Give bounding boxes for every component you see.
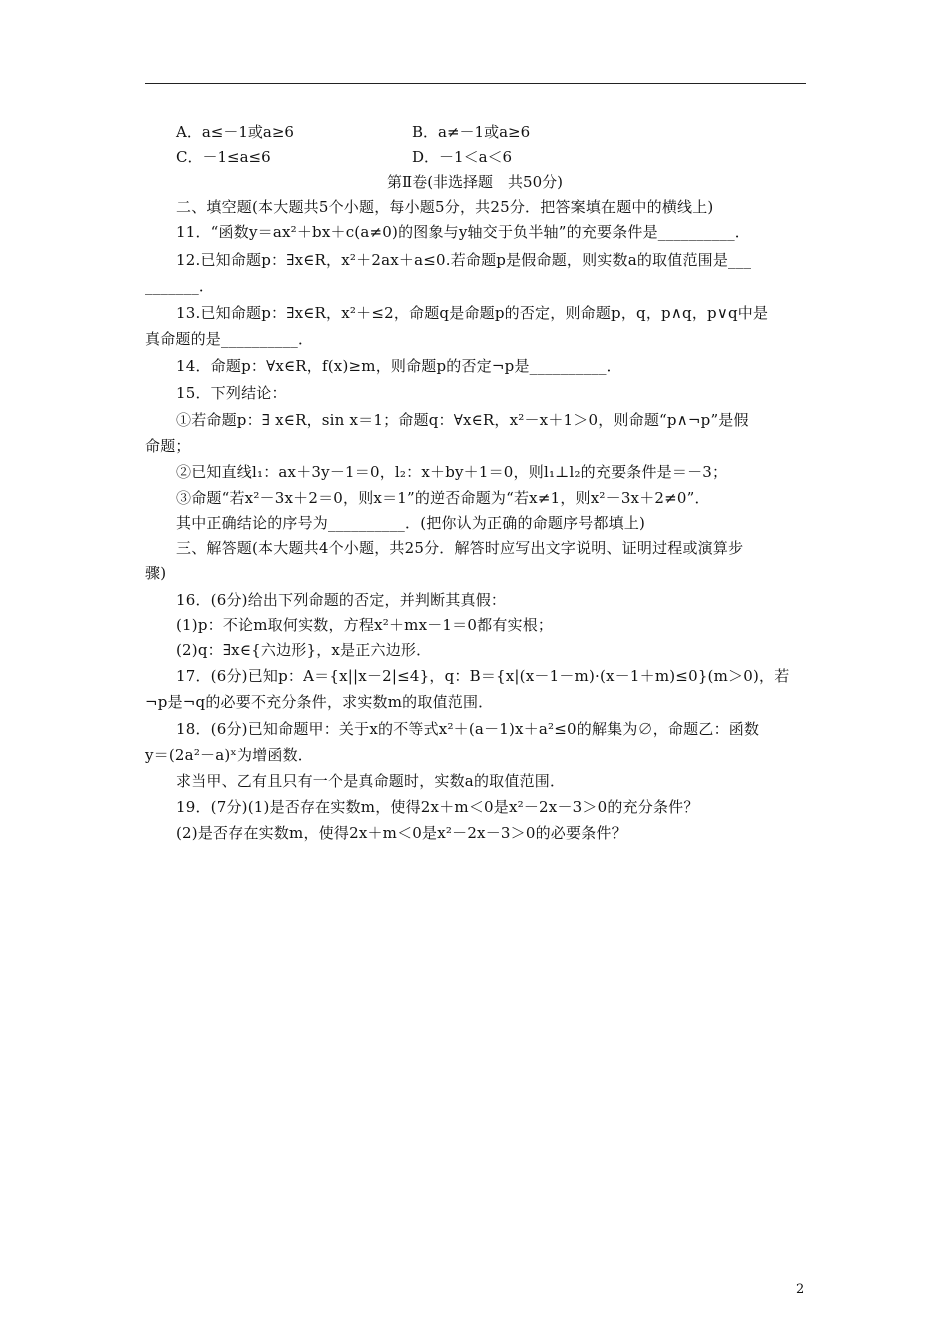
option-c: C．－1≤a≤6: [176, 148, 271, 166]
question-15: 15．下列结论：: [176, 384, 287, 402]
question-12-line-1: 12.已知命题p：∃x∈R，x²＋2ax＋a≤0.若命题p是假命题，则实数a的取值范围是___: [176, 251, 752, 269]
part-3-header-line-1: 三、解答题(本大题共4个小题，共25分．解答时应写出文字说明、证明过程或演算步: [176, 539, 744, 557]
question-15-item-1-line-1: ①若命题p：∃ x∈R，sin x＝1；命题q：∀x∈R，x²－x＋1＞0，则命题“p∧¬p”是假: [176, 411, 749, 429]
question-16-part-1: (1)p：不论m取何实数，方程x²＋mx－1＝0都有实根；: [176, 616, 554, 634]
option-b: B．a≠－1或a≥6: [412, 123, 531, 141]
question-19-part-2: (2)是否存在实数m，使得2x＋m＜0是x²－2x－3＞0的必要条件？: [176, 824, 627, 842]
part-2-header: 二、填空题(本大题共5个小题，每小题5分，共25分．把答案填在题中的横线上): [176, 198, 714, 216]
page-number: 2: [796, 1282, 805, 1297]
question-13-line-1: 13.已知命题p：∃x∈R，x²＋≤2，命题q是命题p的否定，则命题p，q，p∧q，p∨q中是: [176, 304, 769, 322]
option-a: A．a≤－1或a≥6: [176, 123, 294, 141]
question-15-conclusion: 其中正确结论的序号为__________．(把你认为正确的命题序号都填上): [176, 514, 646, 532]
question-14: 14．命题p：∀x∈R，f(x)≥m，则命题p的否定¬p是__________．: [176, 357, 622, 375]
question-18-line-1: 18．(6分)已知命题甲：关于x的不等式x²＋(a－1)x＋a²≤0的解集为∅，命题乙：函数: [176, 720, 760, 738]
question-15-item-3: ③命题“若x²－3x＋2＝0，则x＝1”的逆否命题为“若x≠1，则x²－3x＋2≠0”．: [176, 489, 710, 507]
question-15-item-2: ②已知直线l₁：ax＋3y－1＝0，l₂：x＋by＋1＝0，则l₁⊥l₂的充要条件是＝－3；: [176, 463, 728, 481]
question-17-line-1: 17．(6分)已知p：A＝{x||x－2|≤4}，q：B＝{x|(x－1－m)·(x－1＋m)≤0}(m＞0)，若: [176, 667, 790, 685]
question-18-line-3: 求当甲、乙有且只有一个是真命题时，实数a的取值范围．: [176, 772, 566, 790]
question-11: 11．“函数y＝ax²＋bx＋c(a≠0)的图象与y轴交于负半轴”的充要条件是__________．: [176, 223, 751, 241]
question-18-line-2: y＝(2a²－a)ˣ为增函数．: [145, 746, 313, 764]
part-3-header-line-2: 骤): [145, 564, 167, 582]
question-17-line-2: ¬p是¬q的必要不充分条件，求实数m的取值范围．: [145, 693, 494, 711]
question-19-part-1: 19．(7分)(1)是否存在实数m，使得2x＋m＜0是x²－2x－3＞0的充分条件？: [176, 798, 699, 816]
question-16-part-2: (2)q：∃x∈{六边形}，x是正六边形．: [176, 641, 432, 659]
section-2-title: 第Ⅱ卷(非选择题 共50分): [387, 173, 563, 191]
question-15-item-1-line-2: 命题；: [145, 437, 191, 455]
question-12-line-2: _______．: [145, 277, 215, 295]
option-d: D．－1＜a＜6: [412, 148, 513, 166]
question-13-line-2: 真命题的是__________．: [145, 330, 314, 348]
question-16: 16．(6分)给出下列命题的否定，并判断其真假：: [176, 591, 507, 609]
header-rule: [145, 83, 806, 84]
